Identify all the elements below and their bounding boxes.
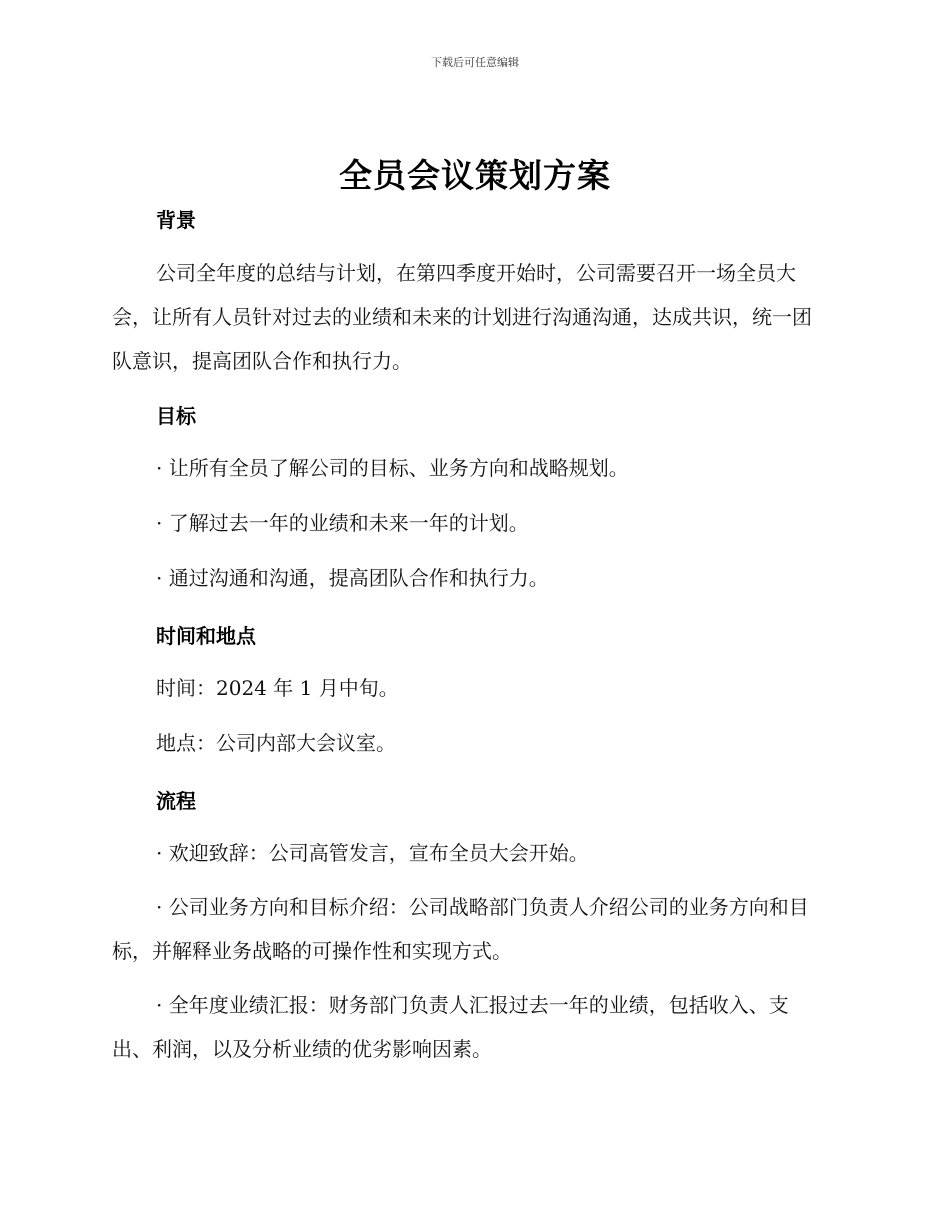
background-paragraph: 公司全年度的总结与计划，在第四季度开始时，公司需要召开一场全员大会，让所有人员针对过去的业绩和未来的计划进行沟通沟通，达成共识，统一团队意识，提高团队合作和执行力。: [112, 261, 812, 373]
goal-item: · 让所有全员了解公司的目标、业务方向和战略规划。: [156, 456, 629, 480]
process-item: · 全年度业绩汇报：财务部门负责人汇报过去一年的业绩，包括收入、支出、利润，以及分析业绩的优劣影响因素。: [112, 993, 789, 1061]
section-heading-background: 背景: [156, 208, 196, 232]
section-heading-time-place: 时间和地点: [156, 624, 256, 648]
process-item: · 公司业务方向和目标介绍：公司战略部门负责人介绍公司的业务方向和目标，并解释业务战略的可操作性和实现方式。: [112, 895, 809, 963]
section-heading-process: 流程: [156, 789, 196, 813]
goal-item: · 通过沟通和沟通，提高团队合作和执行力。: [156, 566, 549, 590]
meeting-time: 时间：2024 年 1 月中旬。: [156, 676, 399, 700]
process-item: · 欢迎致辞：公司高管发言，宣布全员大会开始。: [156, 841, 589, 865]
header-note: 下载后可任意编辑: [431, 56, 519, 69]
meeting-place: 地点：公司内部大会议室。: [156, 731, 396, 755]
goal-item: · 了解过去一年的业绩和未来一年的计划。: [156, 511, 529, 535]
document-title: 全员会议策划方案: [339, 156, 611, 195]
section-heading-goals: 目标: [156, 404, 196, 428]
